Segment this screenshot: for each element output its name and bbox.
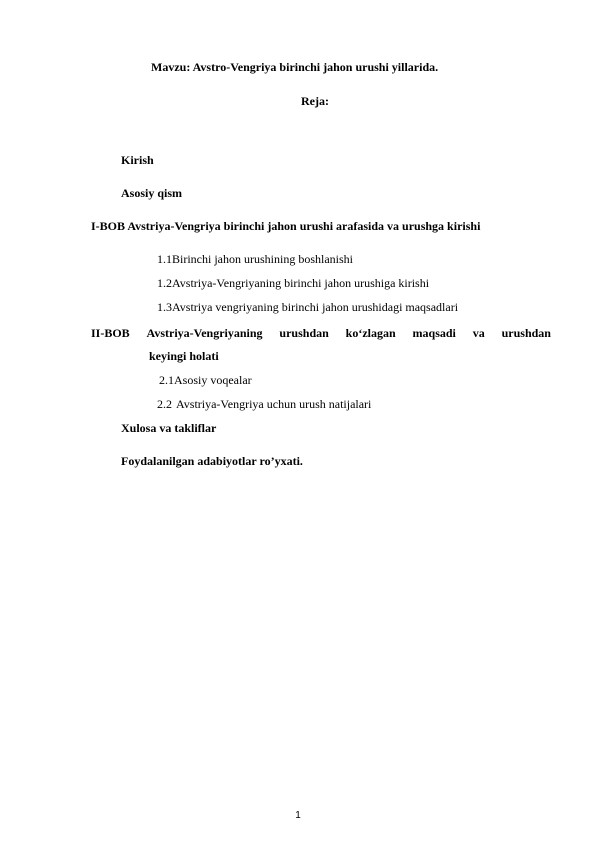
section-text: Avstriya-Vengriyaning birinchi jahon urushiga kirishi [172,276,430,290]
section-number: 1.2 [157,276,172,290]
toc-chapter-2-title-continued: keyingi holati [149,349,219,363]
chapter-2-word: ko‘zlagan [345,326,396,340]
document-title: Mavzu: Avstro-Vengriya birinchi jahon urushi yillarida. [151,60,439,74]
chapter-2-word: II-BOB [91,326,130,340]
section-number: 2.1 [159,373,174,387]
toc-section-1-3 [157,300,458,315]
chapter-2-word: Avstriya-Vengriyaning [146,326,263,340]
section-text: Avstriya vengriyaning birinchi jahon urushidagi maqsadlari [172,300,459,314]
toc-item-conclusion: Xulosa va takliflar [121,421,217,435]
toc-item-references: Foydalanilgan adabiyotlar ro’yxati. [121,454,303,468]
chapter-2-word: urushdan [501,326,551,340]
toc-section-2-2 [157,397,371,412]
section-number: 1.1 [157,252,172,266]
chapter-2-word: va [472,326,485,340]
section-number: 2.2 [157,397,172,411]
section-text: Avstriya-Vengriya uchun urush natijalari [176,397,372,411]
section-text: Asosiy voqealar [174,373,252,387]
toc-chapter-2-title [91,326,551,341]
toc-item-main-part: Asosiy qism [121,186,183,200]
toc-section-1-1 [157,252,353,267]
chapter-2-word: maqsadi [412,326,456,340]
toc-item-intro: Kirish [121,153,154,167]
section-number: 1.3 [157,300,172,314]
section-text: Birinchi jahon urushining boshlanishi [172,252,353,266]
chapter-2-word: urushdan [279,326,329,340]
toc-section-1-2 [157,276,429,291]
toc-section-2-1 [159,373,252,388]
page-number: 1 [295,810,301,821]
toc-chapter-1-title: I-BOB Avstriya-Vengriya birinchi jahon urushi arafasida va urushga kirishi [91,219,481,233]
plan-heading: Reja: [301,94,329,108]
